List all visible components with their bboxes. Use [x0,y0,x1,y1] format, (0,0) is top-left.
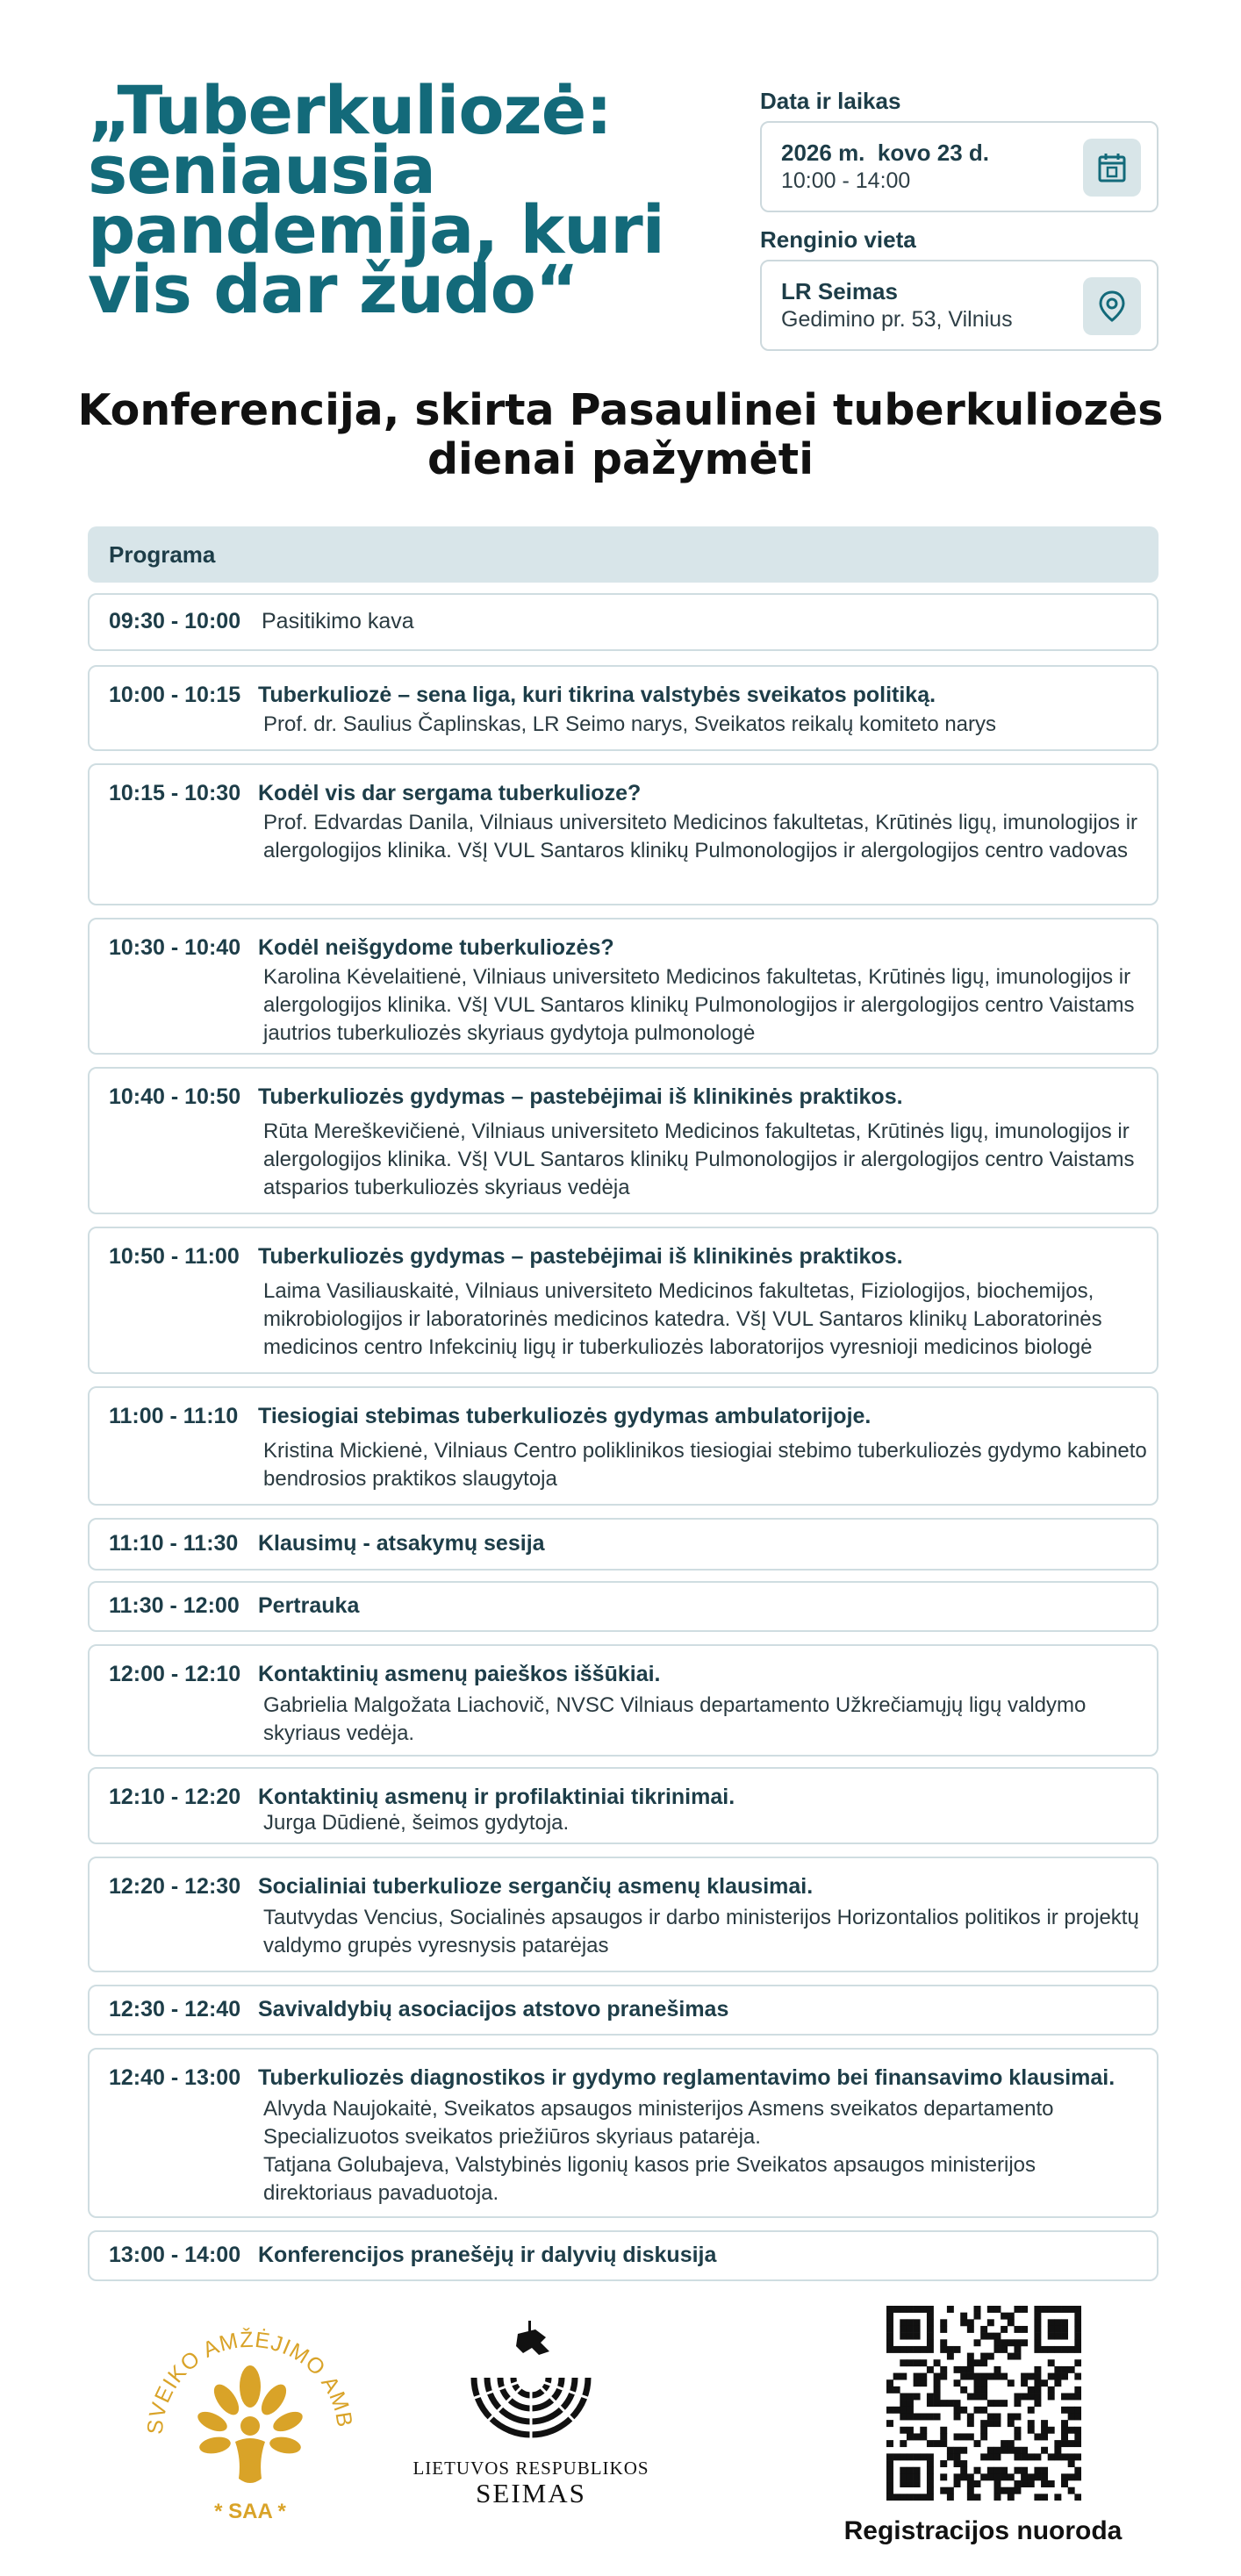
calendar-icon [1083,139,1141,197]
program-speaker: Kristina Mickienė, Vilniaus Centro poliklinikos tiesiogiai stebimo tuberkuliozės gydymo kabineto bendrosios praktikos slaugytoja [263,1439,1147,1491]
program-title: Socialiniai tuberkulioze sergančių asmenų klausimai. [258,1874,814,1899]
program-time: 10:50 - 11:00 [109,1244,240,1269]
venue-address: Gedimino pr. 53, Vilnius [781,307,1013,332]
program-speaker: Laima Vasiliauskaitė, Vilniaus universiteto Medicinos fakultetas, Fiziologijos, biochemijos, mikrobiologijos ir laboratorinės medicinos katedra. VšĮ VUL Santaros klinikų Laboratorinės medicinos centro Infekcinių ligų ir tuberkuliozės laboratorijos vyresnioji medicinos biologė [263,1279,1102,1359]
program-time: 11:10 - 11:30 [109,1531,239,1556]
program-row [88,1581,1159,1632]
program-title: Savivaldybių asociacijos atstovo pranešimas [258,1997,729,2021]
program-row [88,1985,1159,2036]
registration-qr-code[interactable] [886,2306,1081,2501]
program-title: Kodėl vis dar sergama tuberkulioze? [258,781,642,805]
program-title: Kodėl neišgydome tuberkuliozės? [258,935,614,960]
program-row [88,763,1159,905]
program-time: 12:40 - 13:00 [109,2065,241,2090]
program-row [88,2048,1159,2218]
program-time: 09:30 - 10:00 [109,609,241,633]
location-pin-icon [1083,277,1141,335]
program-title: Tuberkuliozė – sena liga, kuri tikrina valstybės sveikatos politiką. [258,683,936,707]
program-time: 12:20 - 12:30 [109,1874,241,1899]
seimas-logo [412,2316,649,2518]
program-row [88,1518,1159,1571]
program-title: Tuberkuliozės gydymas – pastebėjimai iš klinikinės praktikos. [258,1244,903,1269]
program-time: 10:40 - 10:50 [109,1084,241,1109]
page-title: „Tuberkuliozė: seniausia pandemija, kuri vis dar žudo“ [88,71,664,328]
program-title: Tuberkuliozės gydymas – pastebėjimai iš klinikinės praktikos. [258,1084,903,1109]
program-time: 11:30 - 12:00 [109,1593,240,1618]
registration-link-label[interactable]: Registracijos nuoroda [843,2516,1123,2545]
saa-abbr: * SAA * [214,2500,286,2523]
program-speaker: Alvyda Naujokaitė, Sveikatos apsaugos ministerijos Asmens sveikatos departamento Specializuotos sveikatos priežiūros skyriaus patarėja. Tatjana Golubajeva, Valstybinės ligonių kasos prie Sveikatos apsaugos ministerijos direktoriaus pavaduotoja. [263,2097,1054,2205]
program-row [88,1644,1159,1757]
program-speaker: Gabrielia Malgožata Liachovič, NVSC Vilniaus departamento Užkrečiamųjų ligų valdymo skyriaus vedėja. [263,1693,1087,1745]
venue-name: LR Seimas [781,278,898,304]
program-row [88,1857,1159,1972]
program-title: Tuberkuliozės diagnostikos ir gydymo reglamentavimo bei finansavimo klausimai. [258,2065,1115,2090]
program-title: Pertrauka [258,1593,360,1618]
program-row [88,918,1159,1055]
program-row [88,1067,1159,1214]
saa-logo [132,2303,369,2540]
program-speaker: Prof. dr. Saulius Čaplinskas, LR Seimo narys, Sveikatos reikalų komiteto narys [263,712,997,736]
program-row [88,1227,1159,1374]
event-time: 10:00 - 14:00 [781,168,911,193]
program-time: 10:00 - 10:15 [109,683,241,707]
program-row [88,1386,1159,1506]
program-title: Kontaktinių asmenų ir profilaktiniai tikrinimai. [258,1785,735,1809]
program-title: Tiesiogiai stebimas tuberkuliozės gydymas ambulatorijoje. [258,1404,872,1428]
program-speaker: Prof. Edvardas Danila, Vilniaus universiteto Medicinos fakultetas, Krūtinės ligų, imunologijos ir alergologijos klinika. VšĮ VUL Santaros klinikų Pulmonologijos ir alergologijos centro vadovas [263,811,1138,862]
venue-label: Renginio vieta [760,226,916,253]
date-time-label: Data ir laikas [760,88,901,114]
program-time: 11:00 - 11:10 [109,1404,239,1428]
program-time: 13:00 - 14:00 [109,2243,241,2267]
date-time-box [760,121,1159,212]
event-date: 2026 m. kovo 23 d. [781,140,990,166]
seimas-line2: SEIMAS [476,2478,586,2508]
saa-arc-text: SVEIKO AMŽĖJIMO AMB [142,2327,357,2436]
program-time: 10:30 - 10:40 [109,935,241,960]
program-title: Kontaktinių asmenų paieškos iššūkiai. [258,1662,661,1686]
program-time: 12:10 - 12:20 [109,1785,241,1809]
program-time: 12:00 - 12:10 [109,1662,241,1686]
program-speaker: Jurga Dūdienė, šeimos gydytoja. [263,1811,570,1835]
program-time: 12:30 - 12:40 [109,1997,241,2021]
seimas-line1: LIETUVOS RESPUBLIKOS [412,2458,649,2479]
program-row [88,2230,1159,2281]
program-speaker: Karolina Kėvelaitienė, Vilniaus universiteto Medicinos fakultetas, Krūtinės ligų, imunologijos ir alergologijos klinika. VšĮ VUL Santaros klinikų Pulmonologijos ir alergologijos centro Vaistams jautrios tuberkuliozės skyriaus gydytoja pulmonologė [263,965,1135,1045]
program-row [88,1767,1159,1844]
program-time: 10:15 - 10:30 [109,781,241,805]
program-header [88,526,1159,583]
program-title: Klausimų - atsakymų sesija [258,1531,545,1556]
program-header-label: Programa [109,540,216,568]
program-speaker: Tautvydas Vencius, Socialinės apsaugos ir darbo ministerijos Horizontalios politikos ir projektų valdymo grupės vyresnysis patarėjas [263,1906,1139,1957]
program-title: Konferencijos pranešėjų ir dalyvių diskusija [258,2243,717,2267]
program-title: Pasitikimo kava [262,609,414,633]
conference-subtitle: Konferencija, skirta Pasaulinei tuberkuliozės dienai pažymėti [77,385,1164,484]
program-speaker: Rūta Mereškevičienė, Vilniaus universiteto Medicinos fakultetas, Krūtinės ligų, imunologijos ir alergologijos klinika. VšĮ VUL Santaros klinikų Pulmonologijos ir alergologijos centro Vaistams atsparios tuberkuliozės skyriaus vedėja [263,1120,1135,1199]
program-row [88,593,1159,651]
venue-box [760,260,1159,351]
program-row [88,665,1159,751]
